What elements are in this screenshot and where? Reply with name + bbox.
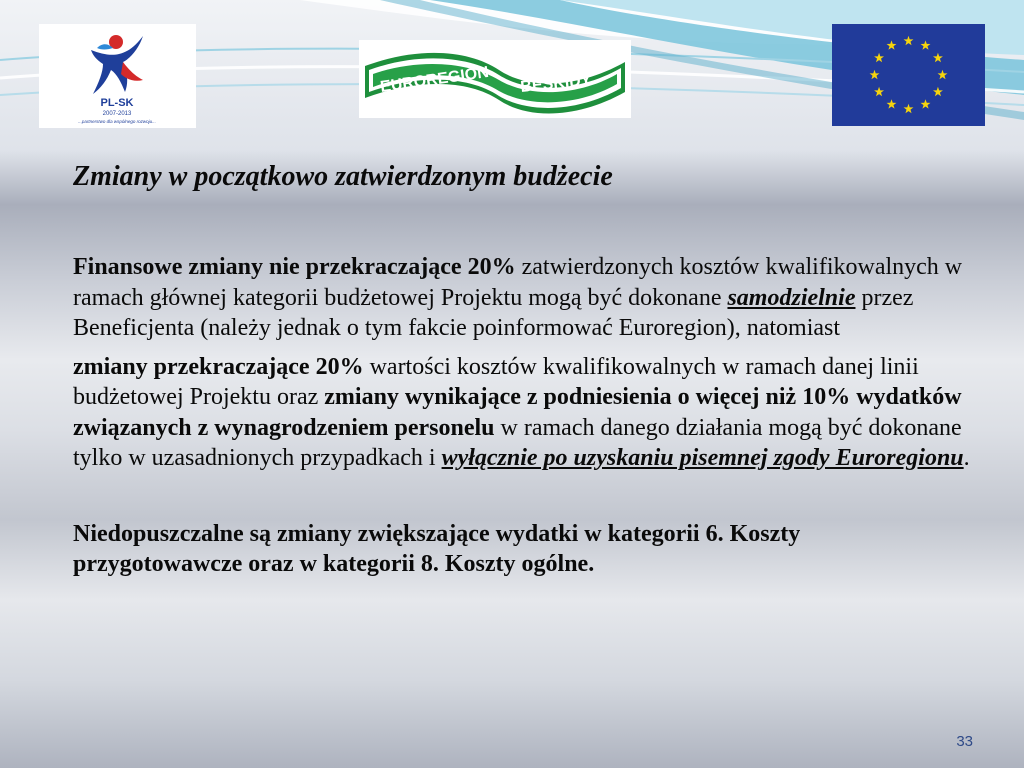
- body-text: w ramach danego działania mogą być dokonane tylko w uzasadnionych przypadkach i: [73, 414, 962, 471]
- euroregion-logo-word2: BESKIDY: [519, 71, 593, 96]
- euroregion-beskidy-logo-icon: [359, 40, 631, 118]
- euroregion-beskidy-logo: [359, 40, 631, 118]
- pl-sk-program-logo: [39, 24, 196, 128]
- slide-title: Zmiany w początkowo zatwierdzonym budżecie: [73, 161, 613, 192]
- pl-sk-logo-text: PL-SK: [100, 97, 134, 109]
- euroregion-logo-word1: EUROREGION: [379, 63, 490, 96]
- body-text: wartości kosztów kwalifikowalnych w ramach danej linii budżetowej Projektu oraz: [73, 353, 919, 410]
- eu-flag-icon: [832, 24, 985, 126]
- bold-text: Niedopuszczalne są zmiany zwiększające wydatki w kategorii 6. Koszty przygotowawcze oraz w kategorii 8. Koszty ogólne.: [73, 520, 801, 577]
- pl-sk-program-logo-icon: [39, 24, 196, 128]
- pl-sk-logo-tagline: ...partnerstwo dla wspólnego rozwoju...: [78, 119, 156, 124]
- pl-sk-logo-years: 2007-2013: [102, 111, 132, 117]
- bold-text: zmiany wynikające z podniesienia o więcej niż 10% wydatków związanych z wynagrodzeniem personelu: [73, 384, 962, 441]
- bold-text: zmiany przekraczające 20%: [73, 353, 364, 380]
- body-text: zatwierdzonych kosztów kwalifikowalnych w ramach głównej kategorii budżetowej Projektu mogą być dokonane: [73, 254, 963, 311]
- body-text: przez Beneficjenta (należy jednak o tym fakcie poinformować Euroregion), natomiast: [73, 284, 914, 341]
- bold-text: Finansowe zmiany nie przekraczające 20%: [73, 254, 516, 280]
- slide-page-number: 33: [956, 733, 973, 750]
- emphasis-underlined-text: samodzielnie: [727, 284, 856, 311]
- eu-flag: [832, 24, 985, 126]
- body-text: .: [963, 445, 970, 471]
- emphasis-underlined-text: wyłącznie po uzyskaniu pisemnej zgody Euroregionu: [441, 445, 964, 471]
- paragraph-prohibited-changes: [73, 519, 973, 580]
- paragraph-changes-over-limit: [73, 352, 973, 474]
- slide-body: [73, 252, 973, 580]
- paragraph-financial-changes: [73, 252, 973, 344]
